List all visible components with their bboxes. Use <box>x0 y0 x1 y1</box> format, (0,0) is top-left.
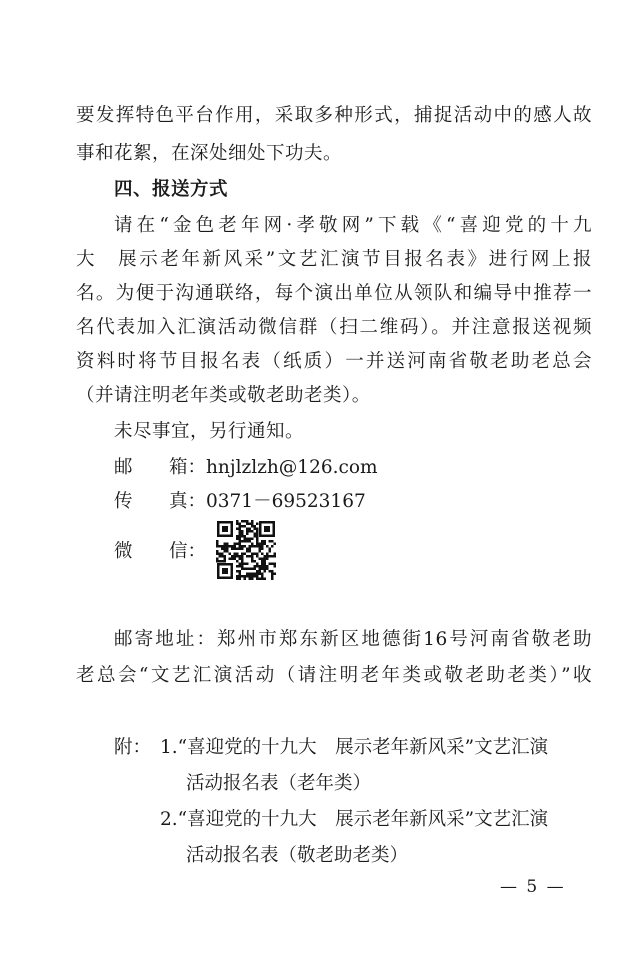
attachment-title: “喜迎党的十九大 展示老年新风采”文艺汇演 <box>177 809 549 830</box>
fax-label-char: 传 <box>114 491 133 512</box>
attachment-title: “喜迎党的十九大 展示老年新风采”文艺汇演 <box>177 737 549 758</box>
address-line-2: 老总会“文艺汇演活动（请注明老年类或敬老助老类）”收 <box>76 665 592 686</box>
attachment-number: 2. <box>160 809 178 830</box>
attachment-item-1 <box>160 736 592 760</box>
wechat-label-char: 微 <box>114 541 133 562</box>
intro-line-2: 事和花絮，在深处细处下功夫。 <box>76 143 343 164</box>
email-label <box>114 456 206 480</box>
section-line-2: 大 展示老年新风采”文艺汇演节目报名表》进行网上报 <box>76 249 592 270</box>
email-label-char: 箱： <box>168 457 206 478</box>
section-line-5: 资料时将节目报名表（纸质）一并送河南省敬老助老总会 <box>76 351 592 372</box>
fax-label <box>114 490 206 514</box>
attachment-item-2 <box>160 808 592 832</box>
attachment-number: 1. <box>160 737 178 758</box>
address-line-1: 邮寄地址：郑州市郑东新区地德街16号河南省敬老助 <box>114 629 592 650</box>
email-label-char: 邮 <box>114 457 133 478</box>
attachments-label: 附： <box>114 737 152 758</box>
wechat-qr-code-icon[interactable] <box>216 520 276 580</box>
attachment-item-1-cont: 活动报名表（老年类） <box>186 773 372 794</box>
section-line-1: 请在“金色老年网·孝敬网”下载《“喜迎党的十九 <box>114 215 592 236</box>
attachment-item-2-cont: 活动报名表（敬老助老类） <box>186 845 409 866</box>
wechat-label <box>114 540 206 564</box>
intro-line-1: 要发挥特色平台作用，采取多种形式，捕捉活动中的感人故 <box>76 105 592 126</box>
fax-label-char: 真： <box>168 491 206 512</box>
wechat-label-char: 信： <box>168 541 206 562</box>
section-line-4: 名代表加入汇演活动微信群（扫二维码）。并注意报送视频 <box>76 317 592 338</box>
fax-value: 0371－69523167 <box>206 491 366 512</box>
section-line-3: 名。为便于沟通联络，每个演出单位从领队和编导中推荐一 <box>76 283 592 304</box>
section-line-6: （并请注明老年类或敬老助老类）。 <box>76 385 371 406</box>
section-heading: 四、报送方式 <box>114 179 229 200</box>
closing-line: 未尽事宜，另行通知。 <box>114 421 305 442</box>
page-number: — 5 — <box>500 877 566 897</box>
email-value: hnjlzlzh@126.com <box>206 457 378 478</box>
